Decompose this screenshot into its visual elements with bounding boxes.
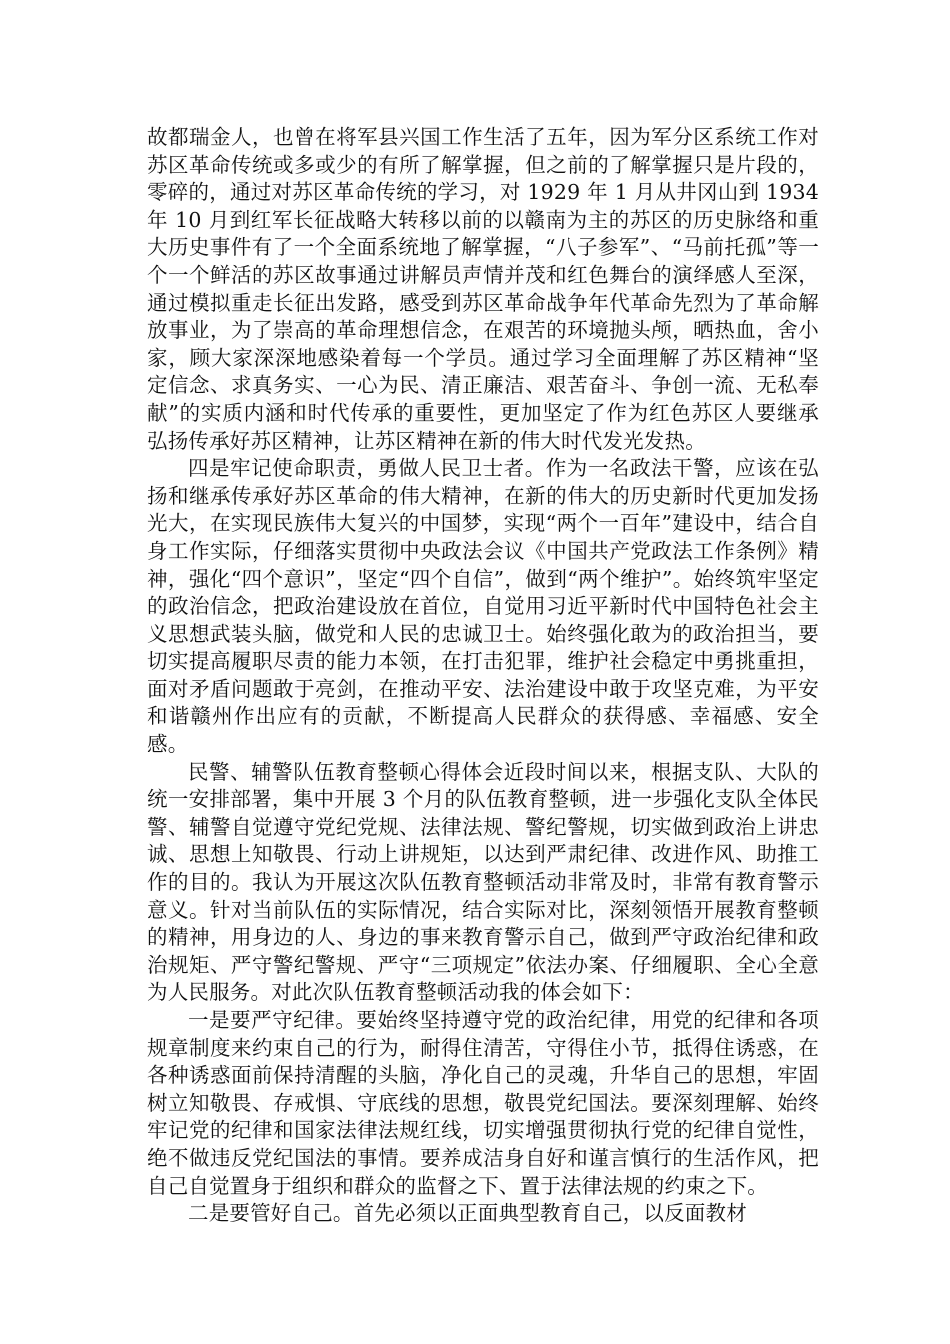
paragraph-rectification-intro: 民警、辅警队伍教育整顿心得体会近段时间以来，根据支队、大队的统一安排部署，集中开展 3 个月的队伍教育整顿，进一步强化支队全体民警、辅警自觉遵守党纪党规、法律法规、警纪警规，切实做到政治上讲忠诚、思想上知敬畏、行动上讲规矩，以达到严肃纪律、改进作风、助推工作的目的。我认为开展这次队伍教育整顿活动非常及时，非常有教育警示意义。针对当前队伍的实际情况，结合实际对比，深刻领悟开展教育整顿的精神，用身边的人、身边的事来教育警示自己，做到严守政治纪律和政治规矩、严守警纪警规、严守“三项规定”依法办案、仔细履职、全心全意为人民服务。对此次队伍教育整顿活动我的体会如下： bbox=[147, 759, 819, 1005]
document-body bbox=[147, 124, 826, 1228]
paragraph-self-management: 二是要管好自己。首先必须以正面典型教育自己，以反面教材 bbox=[188, 1201, 747, 1226]
paragraph-mission-duty: 四是牢记使命职责，勇做人民卫士者。作为一名政法干警，应该在弘扬和继承传承好苏区革命的伟大精神，在新的伟大的历史新时代更加发扬光大，在实现民族伟大复兴的中国梦，实现“两个一百年”建设中，结合自身工作实际，仔细落实贯彻中央政法会议《中国共产党政法工作条例》精神，强化“四个意识”，坚定“四个自信”，做到“两个维护”。始终筑牢坚定的政治信念，把政治建设放在首位，自觉用习近平新时代中国特色社会主义思想武装头脑，做党和人民的忠诚卫士。始终强化敢为的政治担当，要切实提高履职尽责的能力本领，在打击犯罪，维护社会稳定中勇挑重担，面对矛盾问题敢于亮剑，在推动平安、法治建设中敢于攻坚克难，为平安和谐赣州作出应有的贡献，不断提高人民群众的获得感、幸福感、安全感。 bbox=[147, 456, 819, 757]
paragraph-sukqu-history: 故都瑞金人，也曾在将军县兴国工作生活了五年，因为军分区系统工作对苏区革命传统或多或少的有所了解掌握，但之前的了解掌握只是片段的，零碎的，通过对苏区革命传统的学习，对 1929 年 1 月从井冈山到 1934 年 10 月到红军长征战略大转移以前的以赣南为主的苏区的历史脉络和重大历史事件有了一个全面系统地了解掌握，“八子参军”、“马前托孤”等一个一个鲜活的苏区故事通过讲解员声情并茂和红色舞台的演绎感人至深，通过模拟重走长征出发路，感受到苏区革命战争年代革命先烈为了革命解放事业，为了崇高的革命理想信念，在艰苦的环境抛头颅，晒热血，舍小家，顾大家深深地感染着每一个学员。通过学习全面理解了苏区精神“坚定信念、求真务实、一心为民、清正廉洁、艰苦奋斗、争创一流、无私奉献”的实质内涵和时代传承的重要性，更加坚定了作为红色苏区人要继承弘扬传承好苏区精神，让苏区精神在新的伟大时代发光发热。 bbox=[147, 125, 826, 453]
paragraph-strict-discipline: 一是要严守纪律。要始终坚持遵守党的政治纪律，用党的纪律和各项规章制度来约束自己的行为，耐得住清苦，守得住小节，抵得住诱惑，在各种诱惑面前保持清醒的头脑，净化自己的灵魂，升华自己的思想，牢固树立知敬畏、存戒惧、守底线的思想，敬畏党纪国法。要深刻理解、始终牢记党的纪律和国家法律法规红线，切实增强贯彻执行党的纪律自觉性，绝不做违反党纪国法的事情。要养成洁身自好和谨言慎行的生活作风，把自己自觉置身于组织和群众的监督之下、置于法律法规的约束之下。 bbox=[147, 1008, 819, 1198]
